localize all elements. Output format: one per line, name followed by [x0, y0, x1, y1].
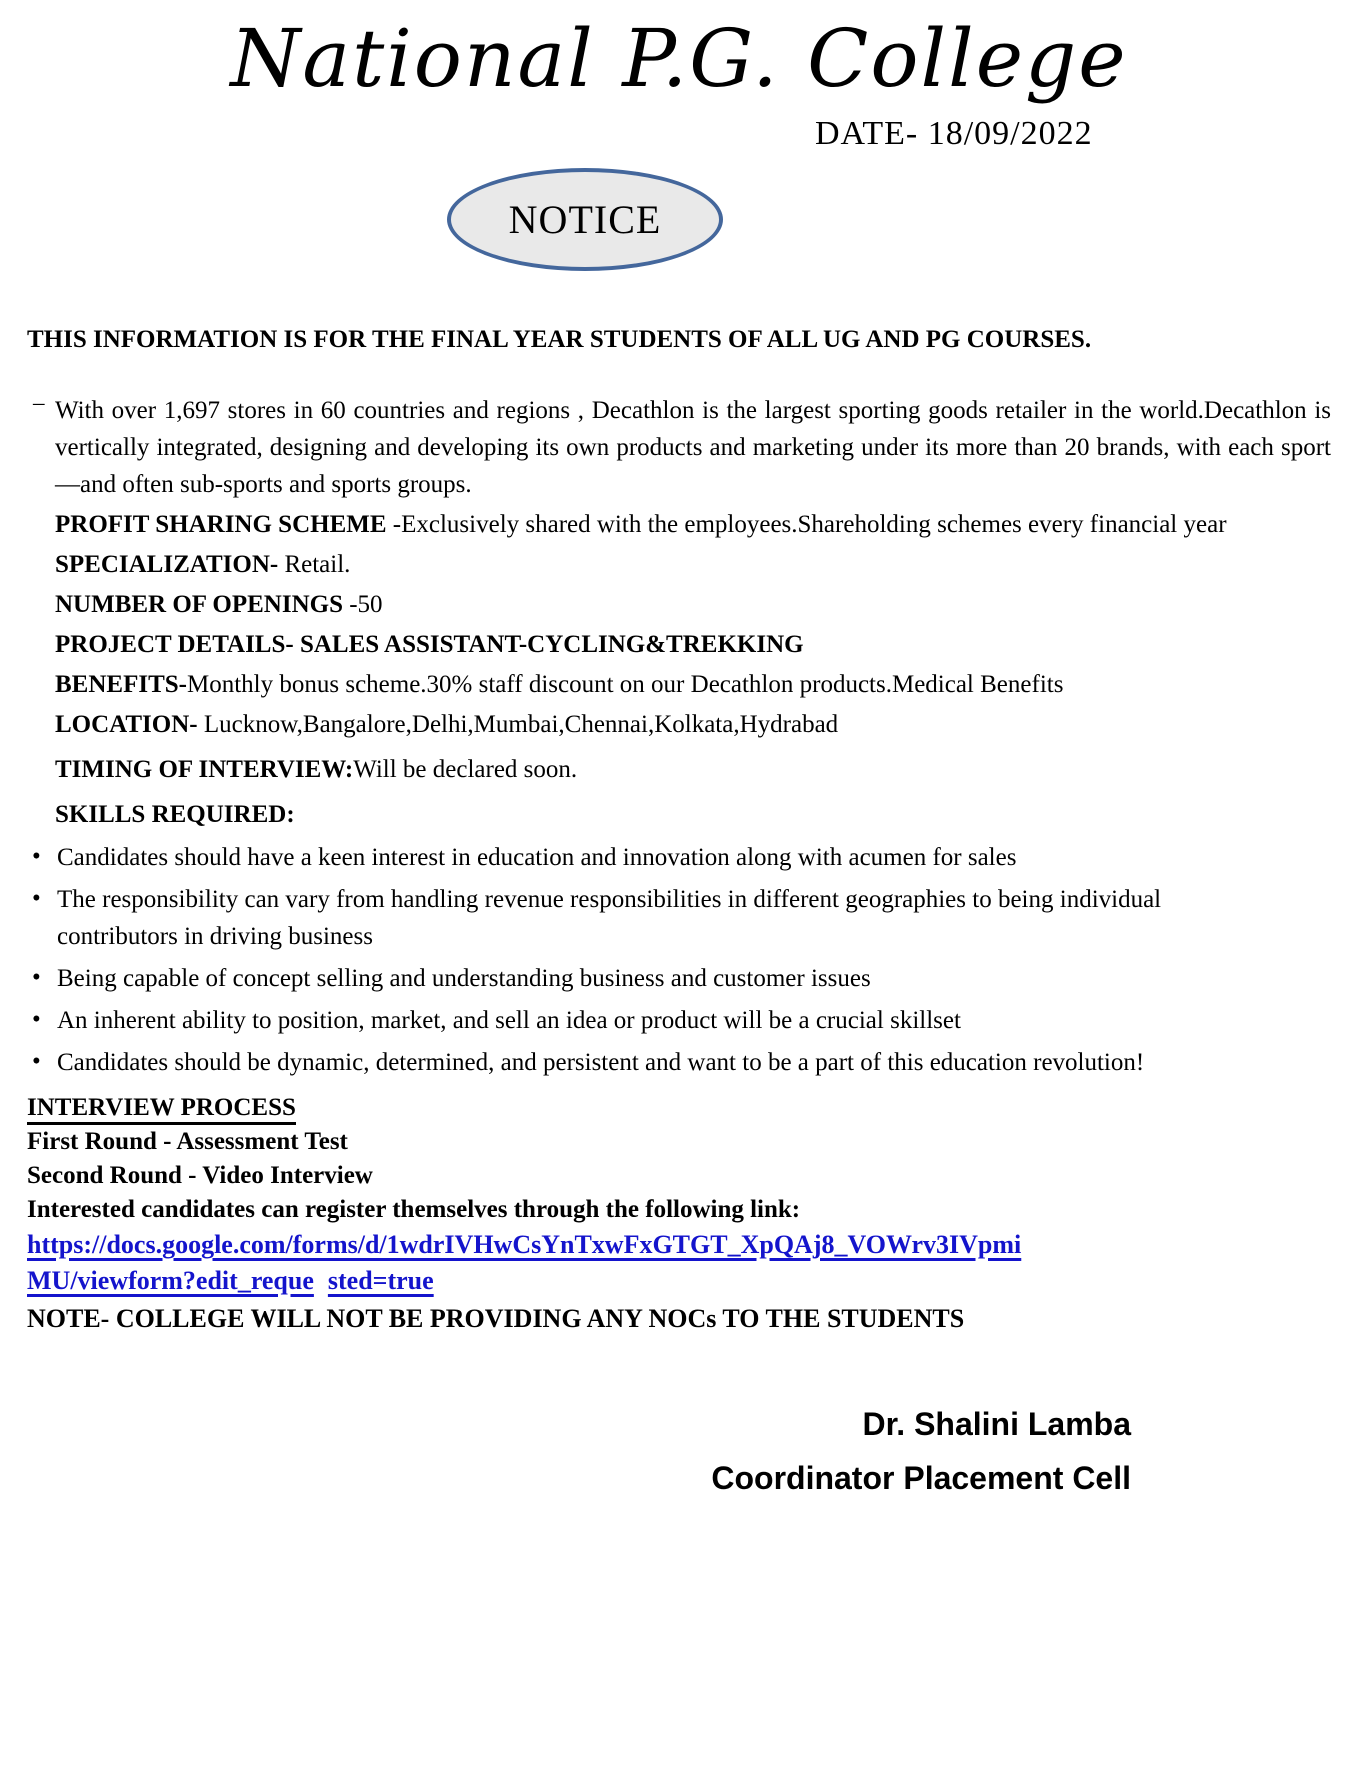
coordinator-title: Coordinator Placement Cell [711, 1460, 1131, 1496]
detail-label: TIMING OF INTERVIEW: [55, 756, 354, 783]
detail-openings [55, 586, 1331, 623]
bullet-icon: • [32, 885, 41, 912]
detail-value: -Exclusively shared with the employees.Shareholding schemes every financial year [386, 511, 1227, 538]
registration-link-line2b[interactable]: sted=true [327, 1266, 434, 1295]
bullet-icon: • [32, 1006, 41, 1033]
detail-project [55, 626, 1331, 663]
detail-profit-sharing [55, 506, 1331, 543]
interview-process-heading-text: INTERVIEW PROCESS [27, 1094, 296, 1125]
noc-note: NOTE- COLLEGE WILL NOT BE PROVIDING ANY NOCs TO THE STUDENTS [27, 1304, 965, 1333]
detail-label: LOCATION- [55, 711, 198, 738]
company-description-text: With over 1,697 stores in 60 countries and regions , Decathlon is the largest sporting goods retailer in the world.Decathlon is vertically integrated, designing and developing its own products and marketing under its more than 20 brands, with each sport—and often sub-sports and sports groups. [55, 397, 1331, 498]
interview-round-1: First Round - Assessment Test [27, 1128, 348, 1155]
detail-label: NUMBER OF OPENINGS [55, 591, 343, 618]
skill-item [30, 1002, 1197, 1039]
detail-label: PROFIT SHARING SCHEME [55, 511, 387, 538]
notice-badge [447, 168, 723, 271]
notice-date: DATE- 18/09/2022 [815, 115, 1093, 152]
detail-benefits [55, 666, 1331, 703]
register-instruction: Interested candidates can register themselves through the following link: [27, 1196, 801, 1223]
detail-value: -50 [342, 591, 383, 618]
detail-location [55, 706, 1331, 743]
bullet-icon: • [32, 843, 41, 870]
registration-link-block [27, 1227, 1331, 1299]
hanging-dash: – [33, 390, 45, 415]
detail-value: Retail. [278, 551, 351, 578]
detail-label: SPECIALIZATION- [55, 551, 279, 578]
detail-label: SKILLS REQUIRED: [55, 801, 295, 828]
detail-label: BENEFITS- [55, 671, 187, 698]
skill-text: Candidates should be dynamic, determined, and persistent and want to be a part of this education revolution! [57, 1049, 1145, 1076]
detail-value: Lucknow,Bangalore,Delhi,Mumbai,Chennai,Kolkata,Hydrabad [197, 711, 839, 738]
notice-badge-wrap [447, 168, 1331, 271]
interview-round-2: Second Round - Video Interview [27, 1162, 373, 1189]
registration-link-line2a[interactable]: MU/viewform?edit_reque [27, 1266, 314, 1295]
detail-skills-heading [55, 796, 1331, 833]
skill-text: Candidates should have a keen interest in education and innovation along with acumen for sales [57, 844, 1017, 871]
detail-value: Monthly bonus scheme.30% staff discount on our Decathlon products.Medical Benefits [186, 671, 1064, 698]
detail-specialization [55, 546, 1331, 583]
college-name: National P.G. College [230, 12, 1128, 105]
audience-heading: THIS INFORMATION IS FOR THE FINAL YEAR STUDENTS OF ALL UG AND PG COURSES. [27, 326, 1092, 353]
skill-item [30, 960, 1197, 997]
skill-text: Being capable of concept selling and understanding business and customer issues [57, 965, 871, 992]
skill-item [30, 1044, 1197, 1081]
bullet-icon: • [32, 1048, 41, 1075]
skill-item [30, 881, 1197, 955]
bullet-icon: • [32, 964, 41, 991]
detail-interview-timing [55, 751, 1331, 788]
registration-link[interactable] [27, 1230, 1021, 1295]
interview-process-heading [27, 1091, 1331, 1125]
coordinator-name: Dr. Shalini Lamba [862, 1406, 1131, 1442]
skills-list [27, 839, 1331, 1081]
signature-block [27, 1397, 1331, 1505]
detail-label: PROJECT DETAILS- SALES ASSISTANT-CYCLING&TREKKING [55, 631, 804, 658]
notice-badge-label: NOTICE [508, 197, 662, 242]
skill-text: An inherent ability to position, market, and sell an idea or product will be a crucial skillset [57, 1007, 961, 1034]
registration-link-line1[interactable]: https://docs.google.com/forms/d/1wdrIVHwCsYnTxwFxGTGT_XpQAj8_VOWrv3IVpmi [27, 1230, 1022, 1259]
skill-text: The responsibility can vary from handling revenue responsibilities in different geographies to being individual contributors in driving business [57, 886, 1162, 950]
detail-value: Will be declared soon. [353, 756, 578, 783]
skill-item [30, 839, 1197, 876]
company-description [33, 390, 1331, 503]
